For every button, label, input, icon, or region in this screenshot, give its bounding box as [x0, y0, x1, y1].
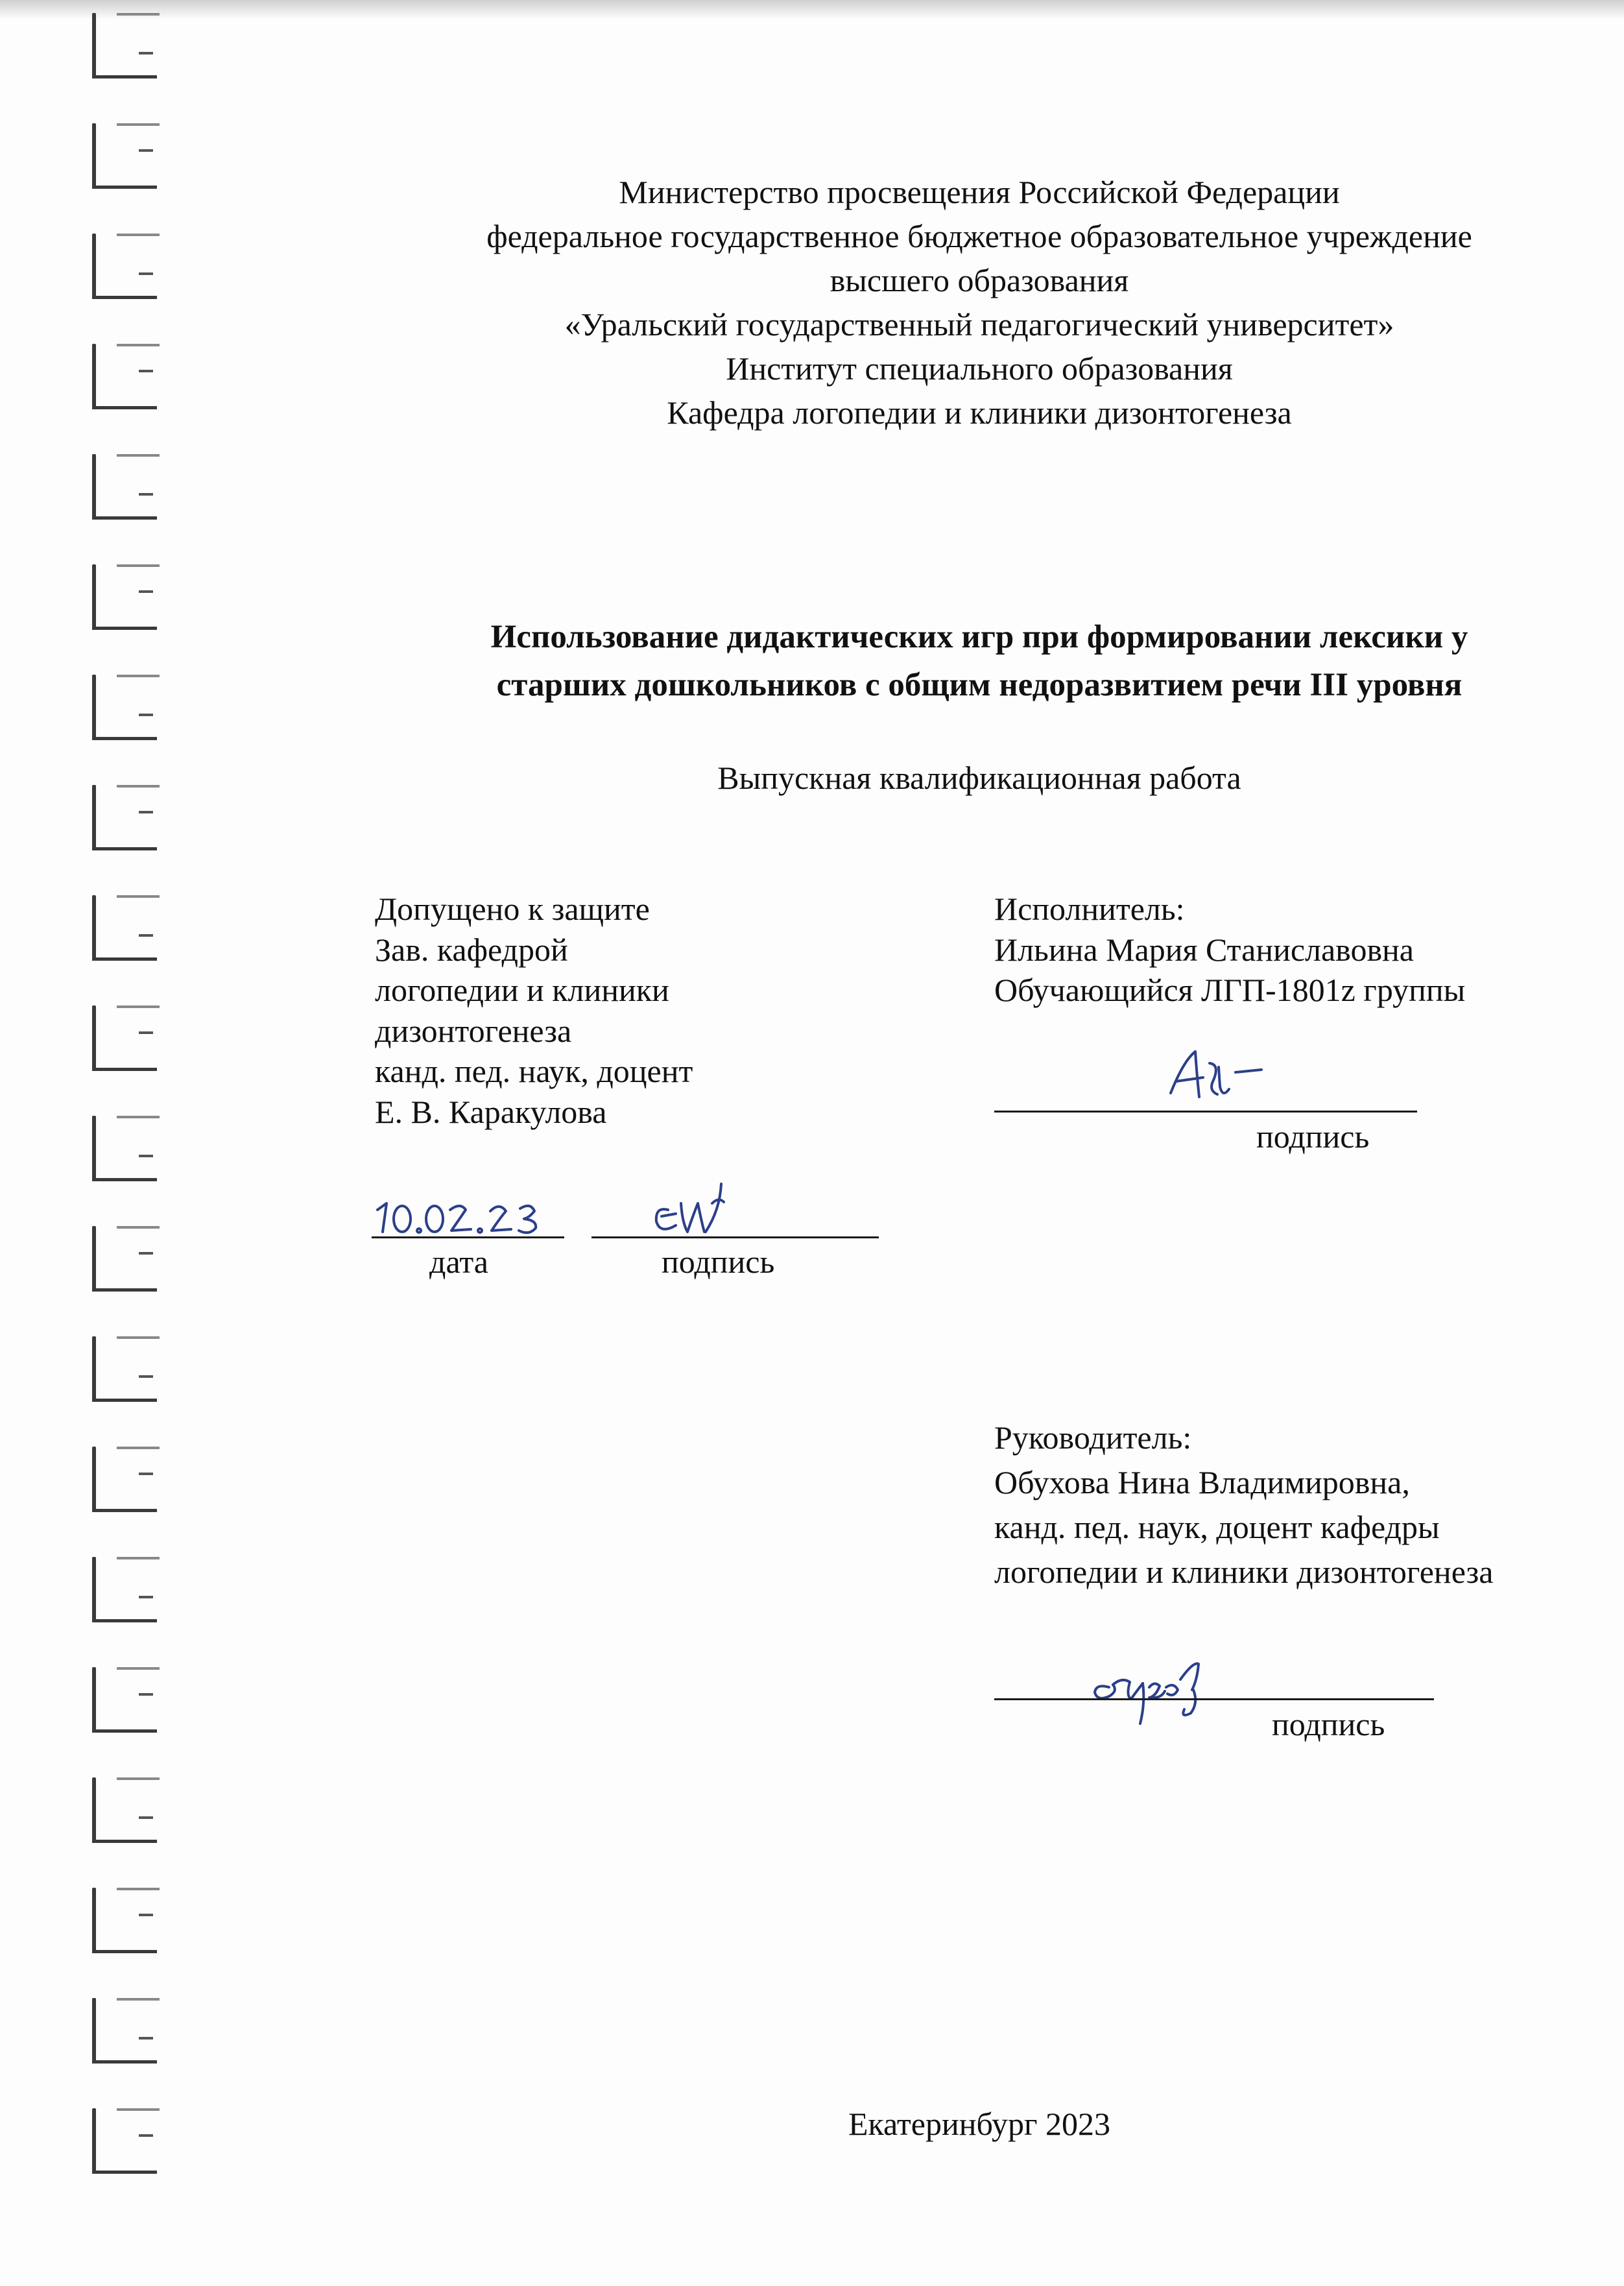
binding-hole: [83, 1116, 160, 1187]
binding-stroke: [117, 234, 160, 236]
institute-line: Институт специального образования: [726, 350, 1233, 387]
binding-stroke: [117, 1557, 160, 1559]
binding-tick: [139, 52, 153, 54]
binding-hole: [83, 123, 160, 195]
binding-stroke: [92, 627, 157, 630]
binding-stroke: [92, 406, 157, 409]
thesis-title: [363, 613, 1595, 709]
binding-stroke: [117, 123, 160, 126]
binding-stroke: [92, 957, 157, 961]
binding-tick: [139, 2037, 153, 2039]
binding-hole: [83, 1226, 160, 1297]
binding-stroke: [92, 1288, 157, 1292]
binding-stroke: [92, 1399, 157, 1402]
binding-tick: [139, 1252, 153, 1255]
binding-stroke: [92, 123, 96, 188]
admission-line-1: Допущено к защите: [375, 891, 650, 927]
institution-type-line: федеральное государственное бюджетное образовательное учреждение: [486, 218, 1472, 254]
binding-stroke: [92, 847, 157, 850]
binding-stroke: [92, 1888, 96, 1953]
binding-hole: [83, 344, 160, 415]
binding-hole: [83, 2108, 160, 2180]
binding-stroke: [117, 675, 160, 677]
head-of-department-signature-line: [591, 1236, 879, 1238]
binding-hole: [83, 1447, 160, 1518]
date-caption: дата: [429, 1244, 488, 1280]
binding-stroke: [92, 895, 96, 960]
binding-stroke: [92, 344, 96, 409]
binding-stroke: [92, 2108, 96, 2173]
binding-stroke: [117, 895, 160, 898]
institution-header: [363, 170, 1595, 435]
binding-tick: [139, 1693, 153, 1696]
binding-tick: [139, 1914, 153, 1916]
binding-hole: [83, 454, 160, 525]
ministry-line: Министерство просвещения Российской Федерации: [619, 174, 1340, 210]
binding-stroke: [92, 2171, 157, 2174]
executor-block: [994, 889, 1617, 1011]
supervisor-label: Руководитель:: [994, 1419, 1192, 1456]
binding-stroke: [117, 1005, 160, 1008]
binding-hole: [83, 895, 160, 967]
binding-stroke: [92, 1447, 96, 1511]
admission-line-4: дизонтогенеза: [375, 1012, 572, 1049]
binding-stroke: [92, 1619, 157, 1622]
thesis-title-line-2: старших дошкольников с общим недоразвитием речи III уровня: [496, 667, 1463, 703]
admission-line-6: Е. В. Каракулова: [375, 1093, 607, 1130]
binding-stroke: [92, 1116, 96, 1181]
binding-stroke: [92, 1178, 157, 1181]
binding-stroke: [92, 296, 157, 299]
executor-group: Обучающийся ЛГП-1801z группы: [994, 972, 1466, 1008]
admission-line-5: канд. пед. наук, доцент: [375, 1053, 693, 1089]
supervisor-department: логопедии и клиники дизонтогенеза: [994, 1554, 1494, 1590]
binding-tick: [139, 1816, 153, 1819]
admission-line-3: логопедии и клиники: [375, 972, 669, 1008]
binding-hole: [83, 1888, 160, 1959]
binding-stroke: [92, 675, 96, 740]
supervisor-block: [994, 1415, 1617, 1594]
handwritten-date: [370, 1190, 564, 1242]
binding-stroke: [117, 1226, 160, 1229]
binding-stroke: [92, 1509, 157, 1512]
supervisor-name: Обухова Нина Владимировна,: [994, 1464, 1410, 1500]
binding-tick: [139, 714, 153, 716]
binding-stroke: [92, 1950, 157, 1953]
binding-stroke: [92, 75, 157, 78]
binding-hole: [83, 1667, 160, 1739]
binding-stroke: [92, 186, 157, 189]
binding-stroke: [92, 1068, 157, 1071]
admission-line-2: Зав. кафедрой: [375, 931, 568, 968]
binding-stroke: [117, 785, 160, 788]
binding-stroke: [92, 737, 157, 740]
binding-stroke: [92, 454, 96, 519]
binding-hole: [83, 234, 160, 305]
binding-stroke: [92, 1667, 96, 1732]
education-level-line: высшего образования: [830, 262, 1129, 298]
binding-hole: [83, 1557, 160, 1628]
supervisor-signature-caption: подпись: [1272, 1706, 1385, 1742]
binding-hole: [83, 785, 160, 856]
binding-tick: [139, 1375, 153, 1378]
executor-signature-caption: подпись: [1256, 1118, 1370, 1155]
head-of-department-signature: [642, 1177, 759, 1239]
binding-stroke: [117, 564, 160, 567]
binding-tick: [139, 2134, 153, 2137]
binding-hole: [83, 564, 160, 636]
binding-stroke: [117, 1116, 160, 1118]
binding-stroke: [117, 344, 160, 346]
binding-hole: [83, 1005, 160, 1077]
university-name-line: «Уральский государственный педагогический университет»: [564, 306, 1394, 343]
binding-stroke: [92, 1226, 96, 1291]
binding-tick: [139, 934, 153, 937]
binding-stroke: [92, 234, 96, 298]
binding-stroke: [117, 1447, 160, 1449]
binding-hole: [83, 675, 160, 746]
binding-stroke: [117, 1777, 160, 1780]
binding-stroke: [92, 1998, 96, 2063]
department-line: Кафедра логопедии и клиники дизонтогенеза: [667, 394, 1292, 431]
head-of-department-signature-caption: подпись: [662, 1244, 775, 1280]
binding-stroke: [92, 564, 96, 629]
executor-name: Ильина Мария Станиславовна: [994, 931, 1414, 968]
binding-stroke: [117, 13, 160, 16]
executor-label: Исполнитель:: [994, 891, 1185, 927]
binding-tick: [139, 1031, 153, 1034]
binding-tick: [139, 272, 153, 275]
binding-stroke: [92, 785, 96, 850]
binding-stroke: [117, 454, 160, 457]
binding-stroke: [92, 1729, 157, 1733]
binding-tick: [139, 590, 153, 593]
binding-stroke: [92, 1336, 96, 1401]
binding-stroke: [92, 1840, 157, 1843]
thesis-title-line-1: Использование дидактических игр при формировании лексики у: [490, 619, 1468, 655]
binding-stroke: [92, 1777, 96, 1842]
binding-hole: [83, 1998, 160, 2069]
binding-stroke: [92, 1005, 96, 1070]
supervisor-signature: [1083, 1651, 1291, 1735]
binding-tick: [139, 1155, 153, 1157]
work-type: Выпускная квалификационная работа: [717, 760, 1241, 796]
binding-stroke: [92, 1557, 96, 1622]
binding-tick: [139, 1596, 153, 1598]
executor-signature-line: [994, 1111, 1417, 1113]
binding-hole: [83, 1777, 160, 1849]
date-line: [372, 1236, 564, 1238]
binding-stroke: [117, 1888, 160, 1890]
binding-tick: [139, 1473, 153, 1475]
binding-tick: [139, 811, 153, 813]
binding-tick: [139, 370, 153, 372]
binding-stroke: [92, 2060, 157, 2063]
supervisor-signature-line: [994, 1698, 1434, 1700]
binding-stroke: [117, 1998, 160, 2001]
scan-top-edge: [0, 0, 1624, 19]
binding-stroke: [117, 1667, 160, 1670]
binding-stroke: [117, 2108, 160, 2111]
binding-tick: [139, 149, 153, 152]
spiral-binding: [83, 13, 174, 2283]
binding-stroke: [92, 13, 96, 78]
admission-block: [375, 889, 894, 1132]
binding-hole: [83, 13, 160, 84]
city-year: Екатеринбург 2023: [848, 2106, 1111, 2142]
supervisor-degree: канд. пед. наук, доцент кафедры: [994, 1509, 1440, 1545]
binding-stroke: [92, 516, 157, 520]
binding-hole: [83, 1336, 160, 1408]
binding-tick: [139, 493, 153, 496]
binding-stroke: [117, 1336, 160, 1339]
executor-signature: [1158, 1041, 1287, 1113]
